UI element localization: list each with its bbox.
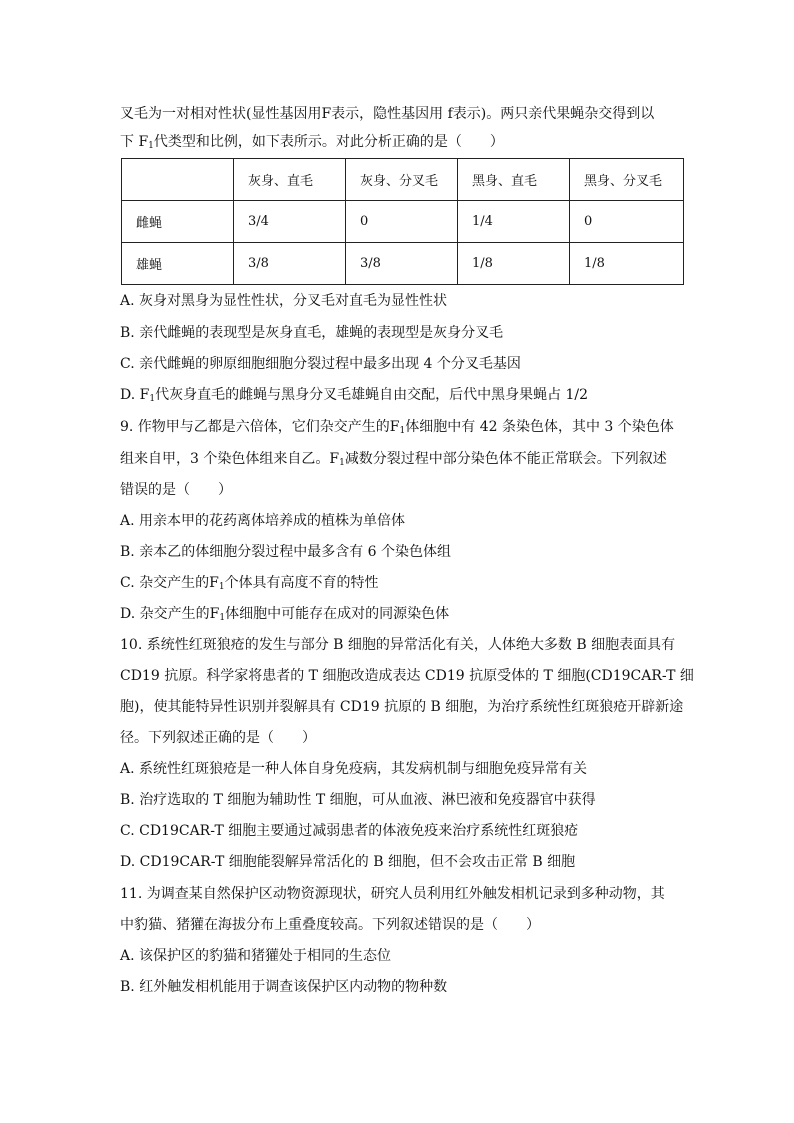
row-label: 雌蝇: [122, 201, 234, 243]
q8-stem-line-2: [120, 133, 504, 151]
table-header-row: [122, 159, 684, 201]
q9-stem-text: 减数分裂过程中部分染色体不能正常联会。下列叙述: [344, 451, 667, 467]
q9-option-a: A. 用亲本甲的花药离体培养成的植株为单倍体: [120, 513, 406, 529]
table-cell: 0: [570, 201, 684, 243]
q9-stem-text: 组来自甲，3 个染色体组来自乙。F: [120, 451, 340, 467]
option-text: D. 杂交产生的F: [120, 606, 220, 622]
q9-stem-text: 9. 作物甲与乙都是六倍体，它们杂交产生的F: [120, 419, 400, 435]
row-label: 雄蝇: [122, 243, 234, 285]
q8-option-d: [120, 386, 588, 404]
q9-option-c: [120, 574, 379, 592]
q9-stem-text: 体细胞中有 42 条染色体，其中 3 个染色体: [405, 419, 674, 435]
q8-stem-text: 下 F: [120, 134, 149, 150]
q8-stem-text: 代类型和比例，如下表所示。对此分析正确的是（ ）: [153, 134, 504, 150]
q10-stem-line-1: 10. 系统性红斑狼疮的发生与部分 B 细胞的异常活化有关，人体绝大多数 B 细胞表面具有: [120, 637, 676, 653]
q11-option-b: B. 红外触发相机能用于调查该保护区内动物的物种数: [120, 979, 448, 995]
option-text: C. 杂交产生的F: [120, 575, 219, 591]
option-text: D. F: [120, 387, 150, 403]
q9-stem-line-3: 错误的是（ ）: [120, 482, 232, 498]
option-text: 代灰身直毛的雌蝇与黑身分叉毛雄蝇自由交配，后代中黑身果蝇占 1/2: [155, 387, 589, 403]
q9-stem-line-2: [120, 450, 667, 468]
table-cell: 1/8: [458, 243, 570, 285]
q8-option-a: A. 灰身对黑身为显性性状，分叉毛对直毛为显性性状: [120, 293, 448, 309]
subscript: 1: [219, 613, 226, 623]
q9-option-d: [120, 605, 449, 623]
q9-stem-line-1: [120, 418, 674, 436]
q10-stem-line-4: 径。下列叙述正确的是（ ）: [120, 730, 316, 746]
q10-option-c: C. CD19CAR-T 细胞主要通过减弱患者的体液免疫来治疗系统性红斑狼疮: [120, 823, 579, 839]
table-cell: 1/4: [458, 201, 570, 243]
table-header-cell: [122, 159, 234, 201]
q8-option-c: C. 亲代雌蝇的卵原细胞细胞分裂过程中最多出现 4 个分叉毛基因: [120, 356, 521, 372]
table-cell: 0: [346, 201, 458, 243]
table-cell: 1/8: [570, 243, 684, 285]
table-header-cell: 黑身、分叉毛: [570, 159, 684, 201]
q10-stem-line-2: CD19 抗原。科学家将患者的 T 细胞改造成表达 CD19 抗原受体的 T 细胞(CD19CAR-T 细: [120, 668, 694, 684]
subscript: 1: [339, 458, 345, 468]
f1-ratio-table: [121, 158, 684, 285]
q10-option-b: B. 治疗选取的 T 细胞为辅助性 T 细胞，可从血液、淋巴液和免疫器官中获得: [120, 792, 596, 808]
q8-option-b: B. 亲代雌蝇的表现型是灰身直毛，雄蝇的表现型是灰身分叉毛: [120, 325, 504, 341]
q11-stem-line-2: 中豹猫、猪獾在海拔分布上重叠度较高。下列叙述错误的是（ ）: [120, 917, 540, 933]
table-header-cell: 灰身、直毛: [234, 159, 346, 201]
table-cell: 3/8: [234, 243, 346, 285]
table-header-cell: 灰身、分叉毛: [346, 159, 458, 201]
table-row: [122, 243, 684, 285]
subscript: 1: [399, 426, 406, 436]
q10-option-d: D. CD19CAR-T 细胞能裂解异常活化的 B 细胞，但不会攻击正常 B 细胞: [120, 854, 576, 870]
q11-stem-line-1: 11. 为调查某自然保护区动物资源现状，研究人员利用红外触发相机记录到多种动物，其: [120, 886, 665, 902]
option-text: 个体具有高度不育的特性: [224, 575, 379, 591]
table-header-cell: 黑身、直毛: [458, 159, 570, 201]
subscript: 1: [148, 141, 154, 151]
q9-option-b: B. 亲本乙的体细胞分裂过程中最多含有 6 个染色体组: [120, 544, 451, 560]
table-cell: 3/4: [234, 201, 346, 243]
option-text: 体细胞中可能存在成对的同源染色体: [225, 606, 450, 622]
subscript: 1: [218, 582, 225, 592]
subscript: 1: [149, 394, 156, 404]
table-cell: 3/8: [346, 243, 458, 285]
q8-stem-line-1: 叉毛为一对相对性状(显性基因用F表示，隐性基因用 f表示)。两只亲代果蝇杂交得到以: [120, 106, 655, 122]
table-row: [122, 201, 684, 243]
q11-option-a: A. 该保护区的豹猫和猪獾处于相同的生态位: [120, 948, 392, 964]
q10-stem-line-3: 胞)，使其能特异性识别并裂解具有 CD19 抗原的 B 细胞，为治疗系统性红斑狼疮开辟新途: [120, 699, 684, 715]
q10-option-a: A. 系统性红斑狼疮是一种人体自身免疫病，其发病机制与细胞免疫异常有关: [120, 761, 588, 777]
